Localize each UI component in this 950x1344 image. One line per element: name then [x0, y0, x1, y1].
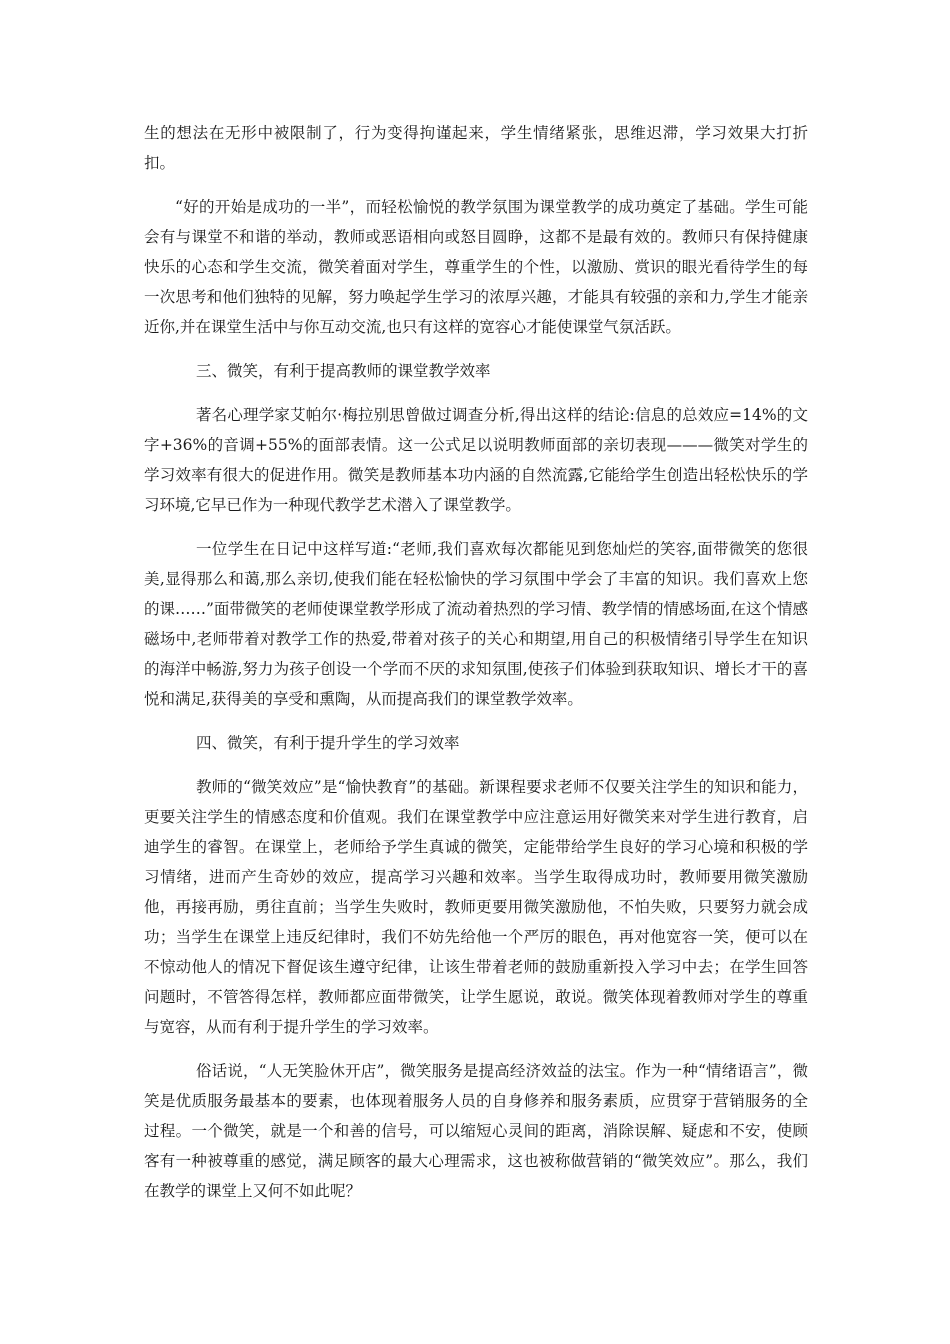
section-heading-4: 四、微笑，有利于提升学生的学习效率 — [196, 734, 460, 752]
section-heading-3: 三、微笑，有利于提高教师的课堂教学效率 — [196, 362, 491, 380]
document-body — [144, 118, 808, 1220]
paragraph-continuation: 生的想法在无形中被限制了，行为变得拘谨起来，学生情绪紧张，思维迟滞，学习效果大打折扣。 — [144, 124, 808, 172]
paragraph-diary: 一位学生在日记中这样写道:“老师,我们喜欢每次都能见到您灿烂的笑容,面带微笑的您很美,显得那么和蔼,那么亲切,使我们能在轻松愉快的学习氛围中学会了丰富的知识。我们喜欢上您的课……”面带微笑的老师使课堂教学形成了流动着热烈的学习情、教学情的情感场面,在这个情感磁场中,老师带着对教学工作的热爱,带着对孩子的关心和期望,用自己的积极情绪引导学生在知识的海洋中畅游,努力为孩子创设一个学而不厌的求知氛围,使孩子们体验到获取知识、增长才干的喜悦和满足,获得美的享受和熏陶，从而提高我们的课堂教学效率。 — [144, 540, 808, 708]
paragraph-smile-effect: 教师的“微笑效应”是“愉快教育”的基础。新课程要求老师不仅要关注学生的知识和能力，更要关注学生的情感态度和价值观。我们在课堂教学中应注意运用好微笑来对学生进行教育，启迪学生的睿智。在课堂上，老师给予学生真诚的微笑，定能带给学生良好的学习心境和积极的学习情绪，进而产生奇妙的效应，提高学习兴趣和效率。当学生取得成功时，教师要用微笑激励他，再接再励，勇往直前；当学生失败时，教师更要用微笑激励他，不怕失败，只要努力就会成功；当学生在课堂上违反纪律时，我们不妨先给他一个严厉的眼色，再对他宽容一笑，便可以在不惊动他人的情况下督促该生遵守纪律，让该生带着老师的鼓励重新投入学习中去；在学生回答问题时，不管答得怎样，教师都应面带微笑，让学生愿说，敢说。微笑体现着教师对学生的尊重与宽容，从而有利于提升学生的学习效率。 — [144, 778, 808, 1036]
paragraph-psychologist: 著名心理学家艾帕尔·梅拉别思曾做过调查分析,得出这样的结论:信息的总效应=14%的文字+36%的音调+55%的面部表情。这一公式足以说明教师面部的亲切表现———微笑对学生的学习效率有很大的促进作用。微笑是教师基本功内涵的自然流露,它能给学生创造出轻松快乐的学习环境,它早已作为一种现代教学艺术潜入了课堂教学。 — [144, 406, 808, 514]
paragraph-proverb: 俗话说，“人无笑脸休开店”，微笑服务是提高经济效益的法宝。作为一种“情绪语言”，微笑是优质服务最基本的要素，也体现着服务人员的自身修养和服务素质，应贯穿于营销服务的全过程。一个微笑，就是一个和善的信号，可以缩短心灵间的距离，消除误解、疑虑和不安，使顾客有一种被尊重的感觉，满足顾客的最大心理需求，这也被称做营销的“微笑效应”。那么，我们在教学的课堂上又何不如此呢？ — [144, 1062, 808, 1200]
paragraph-good-start: “好的开始是成功的一半”，而轻松愉悦的教学氛围为课堂教学的成功奠定了基础。学生可能会有与课堂不和谐的举动，教师或恶语相向或怒目圆睁，这都不是最有效的。教师只有保持健康快乐的心态和学生交流，微笑着面对学生，尊重学生的个性，以激励、赏识的眼光看待学生的每一次思考和他们独特的见解，努力唤起学生学习的浓厚兴趣，才能具有较强的亲和力,学生才能亲近你,并在课堂生活中与你互动交流,也只有这样的宽容心才能使课堂气氛活跃。 — [144, 198, 808, 336]
